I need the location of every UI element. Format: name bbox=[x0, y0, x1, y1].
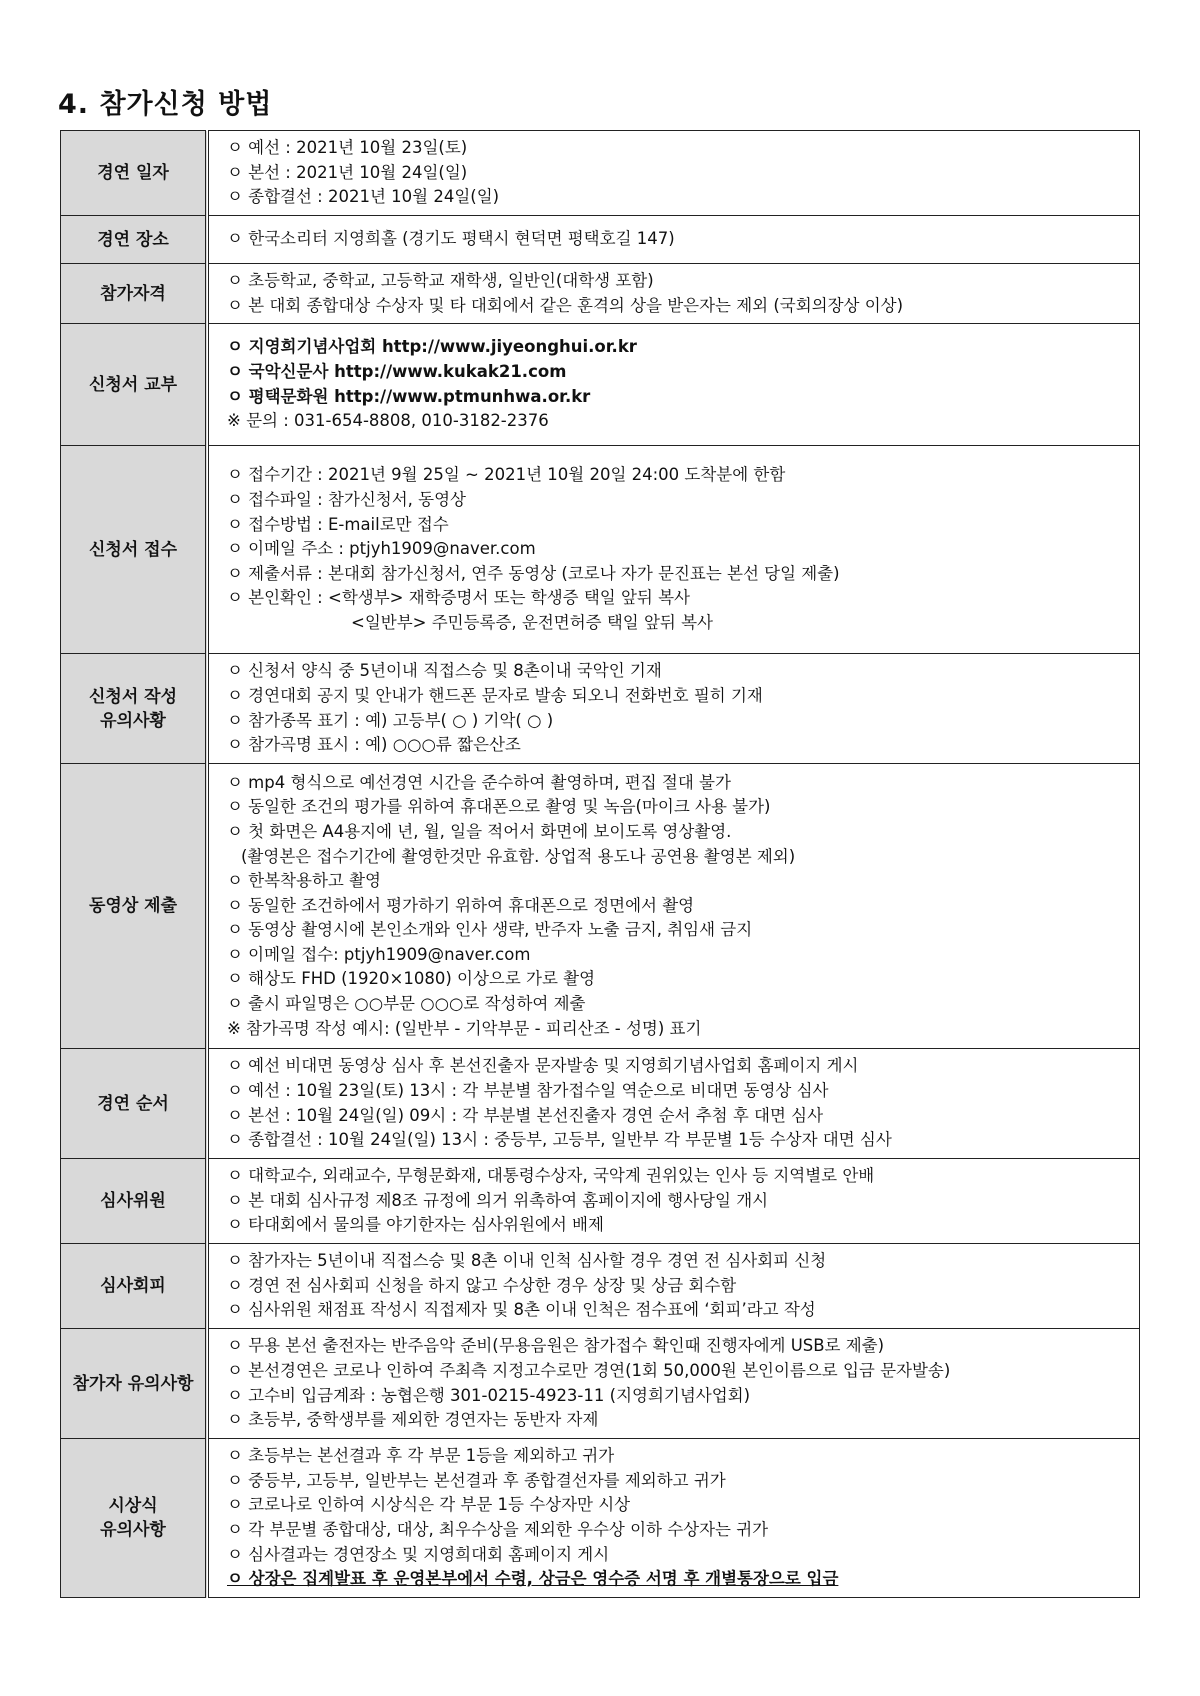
text-line: ㅇ 고수비 입금계좌 : 농협은행 301-0215-4923-11 (지영희기념사업회) bbox=[227, 1385, 751, 1405]
row-label: 경연 일자 bbox=[61, 131, 208, 216]
text-line: ㅇ 심사위원 채점표 작성시 직접제자 및 8촌 이내 인척은 점수표에 ‘회피’라고 작성 bbox=[227, 1300, 816, 1320]
text-line: ㅇ 동일한 조건하에서 평가하기 위하여 휴대폰으로 정면에서 촬영 bbox=[227, 895, 695, 915]
row-form-notes bbox=[61, 654, 1140, 764]
row-label-line-2: 유의사황 bbox=[100, 710, 166, 731]
text-line: ㅇ 접수방법 : E-mail로만 접수 bbox=[227, 514, 449, 534]
row-label: 신청서 접수 bbox=[61, 446, 208, 654]
text-line: ㅇ 참가자는 5년이내 직접스승 및 8촌 이내 인척 심사할 경우 경연 전 심사회피 신청 bbox=[227, 1251, 827, 1271]
text-line: ㅇ 첫 화면은 A4용지에 년, 월, 일을 적어서 화면에 보이도록 영상촬영. bbox=[227, 821, 732, 841]
row-judge-recusal bbox=[61, 1244, 1140, 1329]
row-label: 심사위원 bbox=[61, 1159, 208, 1244]
text-line: ㅇ 제출서류 : 본대회 참가신청서, 연주 동영상 (코로나 자가 문진표는 본선 당일 제출) bbox=[227, 563, 840, 583]
row-label: 동영상 제출 bbox=[61, 764, 208, 1049]
text-line: ㅇ 초등학교, 중학교, 고등학교 재학생, 일반인(대학생 포함) bbox=[227, 270, 654, 290]
email-address-line[interactable]: ㅇ 이메일 주소 : ptjyh1909@naver.com bbox=[227, 539, 536, 559]
row-eligibility bbox=[61, 264, 1140, 324]
row-label: 참가자 유의사항 bbox=[61, 1329, 208, 1439]
row-video-submission bbox=[61, 764, 1140, 1049]
row-form-distribution bbox=[61, 324, 1140, 446]
text-line: ㅇ 동일한 조건의 평가를 위하여 휴대폰으로 촬영 및 녹음(마이크 사용 불가) bbox=[227, 797, 771, 817]
text-line: ㅇ 종합결선 : 10월 24일(일) 13시 : 중등부, 고등부, 일반부 각 부문별 1등 수상자 대면 심사 bbox=[227, 1130, 892, 1150]
text-line: ㅇ 경연대회 공지 및 안내가 핸드폰 문자로 발송 되오니 전화번호 필히 기재 bbox=[227, 685, 763, 705]
text-line: ㅇ 예선 : 2021년 10월 23일(토) bbox=[227, 138, 468, 158]
text-line: ㅇ 접수파일 : 참가신청서, 동영상 bbox=[227, 490, 466, 510]
emphasized-notice: ㅇ 상장은 집계발표 후 운영본부에서 수령, 상금은 영수증 서명 후 개별통장으로 입금 bbox=[227, 1569, 839, 1589]
text-line: ㅇ 본선 : 2021년 10월 24일(일) bbox=[227, 162, 468, 182]
text-line: ㅇ 접수기간 : 2021년 9월 25일 ~ 2021년 10월 20일 24:00 도착분에 한함 bbox=[227, 465, 786, 485]
row-contest-venue bbox=[61, 216, 1140, 264]
text-line: ㅇ 참가종목 표기 : 예) 고등부( ○ ) 기악( ○ ) bbox=[227, 710, 554, 730]
row-contest-date bbox=[61, 131, 1140, 216]
email-address-line[interactable]: ㅇ 이메일 접수: ptjyh1909@naver.com bbox=[227, 944, 531, 964]
text-line: ㅇ 본 대회 심사규정 제8조 규정에 의거 위촉하여 홈페이지에 행사당일 개시 bbox=[227, 1190, 769, 1210]
text-line: ㅇ 동영상 촬영시에 본인소개와 인사 생략, 반주자 노출 금지, 취임새 금지 bbox=[227, 920, 753, 940]
text-line: (촬영본은 접수기간에 촬영한것만 유효함. 상업적 용도나 공연용 촬영본 제외) bbox=[241, 846, 796, 866]
row-participant-notes bbox=[61, 1329, 1140, 1439]
text-line: ㅇ mp4 형식으로 예선경연 시간을 준수하여 촬영하며, 편집 절대 불가 bbox=[227, 772, 731, 792]
row-label-line-1: 신청서 작성 bbox=[88, 686, 178, 707]
text-line: ㅇ 종합결선 : 2021년 10월 24일(일) bbox=[227, 187, 500, 207]
text-line: ㅇ 출시 파일명은 ○○부문 ○○○로 작성하여 제출 bbox=[227, 994, 586, 1014]
row-label-line-1: 시상식 bbox=[108, 1496, 158, 1516]
row-label: 경연 장소 bbox=[61, 216, 208, 264]
row-label: 심사회피 bbox=[61, 1244, 208, 1329]
row-contest-order bbox=[61, 1049, 1140, 1159]
row-label-line-2: 유의사항 bbox=[100, 1520, 166, 1540]
text-line: ㅇ 무용 본선 출전자는 반주음악 준비(무용음원은 참가접수 확인때 진행자에게 USB로 제출) bbox=[227, 1336, 885, 1356]
row-judges bbox=[61, 1159, 1140, 1244]
row-label: 경연 순서 bbox=[61, 1049, 208, 1159]
text-line: ㅇ 예선 : 10월 23일(토) 13시 : 각 부분별 참가접수일 역순으로 비대면 동영상 심사 bbox=[227, 1080, 829, 1100]
contact-note: ※ 문의 : 031-654-8808, 010-3182-2376 bbox=[227, 411, 549, 431]
text-line: ㅇ 본인확인 : <학생부> 재학증명서 또는 학생증 택일 앞뒤 복사 bbox=[227, 588, 690, 608]
application-table bbox=[60, 130, 1140, 1598]
text-line: ㅇ 해상도 FHD (1920×1080) 이상으로 가로 촬영 bbox=[227, 969, 596, 989]
row-label: 신청서 교부 bbox=[61, 324, 208, 446]
link-kukak21[interactable]: ㅇ 국악신문사 http://www.kukak21.com bbox=[227, 361, 567, 381]
row-label: 참가자격 bbox=[61, 264, 208, 324]
row-award-ceremony bbox=[61, 1439, 1140, 1598]
section-title: 4. 참가신청 방법 bbox=[58, 89, 273, 120]
text-line: ㅇ 예선 비대면 동영상 심사 후 본선진출자 문자발송 및 지영희기념사업회 홈페이지 게시 bbox=[227, 1056, 859, 1076]
row-form-submission bbox=[61, 446, 1140, 654]
text-line: ㅇ 초등부, 중학생부를 제외한 경연자는 동반자 자제 bbox=[227, 1410, 599, 1430]
text-line: ㅇ 각 부문별 종합대상, 대상, 최우수상을 제외한 우수상 이하 수상자는 귀가 bbox=[227, 1520, 769, 1539]
text-line: ㅇ 대학교수, 외래교수, 무형문화재, 대통령수상자, 국악계 권위있는 인사 등 지역별로 안배 bbox=[227, 1166, 875, 1186]
text-line: ㅇ 본선경연은 코로나 인하여 주최측 지정고수로만 경연(1회 50,000원 본인이름으로 입금 문자발송) bbox=[227, 1360, 951, 1380]
link-ptmunhwa[interactable]: ㅇ 평택문화원 http://www.ptmunhwa.or.kr bbox=[227, 386, 591, 406]
text-line: ㅇ 타대회에서 물의를 야기한자는 심사위원에서 배제 bbox=[227, 1215, 604, 1235]
text-line: ㅇ 본 대회 종합대상 수상자 및 타 대회에서 같은 훈격의 상을 받은자는 제외 (국회의장상 이상) bbox=[227, 295, 904, 315]
text-line: ㅇ 코로나로 인하여 시상식은 각 부문 1등 수상자만 시상 bbox=[227, 1495, 631, 1515]
text-line: <일반부> 주민등록증, 운전면허증 택일 앞뒤 복사 bbox=[351, 612, 713, 632]
text-line: ㅇ 한복착용하고 촬영 bbox=[227, 871, 381, 891]
text-line: ㅇ 참가곡명 표시 : 예) ○○○류 짧은산조 bbox=[227, 735, 521, 755]
text-line: ㅇ 본선 : 10월 24일(일) 09시 : 각 부분별 본선진출자 경연 순서 추첨 후 대면 심사 bbox=[227, 1105, 824, 1125]
text-line: ㅇ 중등부, 고등부, 일반부는 본선결과 후 종합결선자를 제외하고 귀가 bbox=[227, 1470, 726, 1490]
link-jiyeonghui[interactable]: ㅇ 지영희기념사업회 http://www.jiyeonghui.or.kr bbox=[227, 337, 637, 357]
text-line: ㅇ 심사결과는 경연장소 및 지영희대회 홈페이지 게시 bbox=[227, 1544, 610, 1564]
text-line: ※ 참가곡명 작성 예시: (일반부 - 기악부문 - 피리산조 - 성명) 표기 bbox=[227, 1018, 702, 1038]
text-line: ㅇ 신청서 양식 중 5년이내 직접스승 및 8촌이내 국악인 기재 bbox=[227, 661, 662, 681]
text-line: ㅇ 한국소리터 지영희홀 (경기도 평택시 현덕면 평택호길 147) bbox=[227, 229, 675, 249]
text-line: ㅇ 경연 전 심사회피 신청을 하지 않고 수상한 경우 상장 및 상금 회수함 bbox=[227, 1275, 737, 1295]
text-line: ㅇ 초등부는 본선결과 후 각 부문 1등을 제외하고 귀가 bbox=[227, 1446, 615, 1466]
